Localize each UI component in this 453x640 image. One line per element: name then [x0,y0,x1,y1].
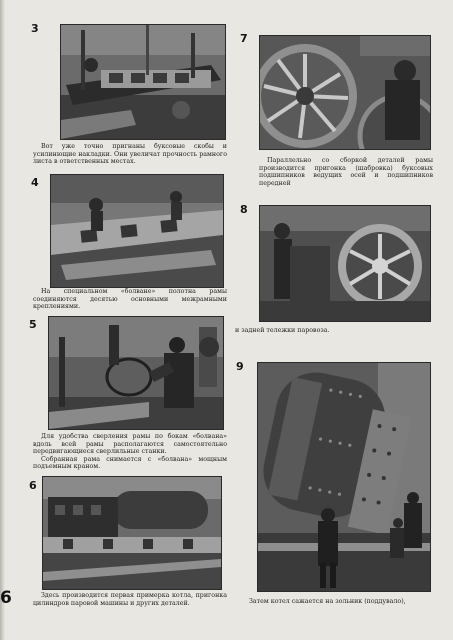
caption-5-text-2: Собранная рама снимается с «болвана» мощным подъемным краном. [33,455,227,471]
caption-8-text: и задней тележки паровоза. [235,327,330,334]
page-number: 6 [0,588,12,608]
caption-7 [259,157,433,187]
figure-number-8: 8 [240,203,248,216]
figure-number-6: 6 [29,479,37,492]
caption-3 [33,143,227,166]
binding-shadow [0,0,5,640]
caption-5 [33,433,227,471]
frame-assembly-photo [60,24,226,140]
figure-number-5: 5 [29,318,37,331]
caption-3-text: Вот уже точно пригнаны буксовые скобы и усилинющие накладки. Они увеличат прочность рамного листа в ответственных местах. [33,143,227,166]
caption-6-text: Здесь производится первая примерка котла, пригонка цилиндров паровой машины и других деталей. [33,592,227,607]
figure-number-7: 7 [240,32,248,45]
caption-5-text-1: Для удобства сверления рамы по бокам «болвана» вдоль всей рамы располагаются самостоятельно передвигающиеся сверлильные станки. [33,433,227,456]
caption-6 [33,592,227,607]
figure-number-3: 3 [31,22,39,35]
caption-9 [241,598,433,606]
bogie-wheel-photo [259,205,431,322]
figure-number-9: 9 [236,360,244,373]
caption-4-text: На специальном «болване» полотна рамы соединяются десятью основными межрамными креплениями. [33,288,227,311]
figure-number-4: 4 [31,176,39,189]
wheel-fitting-photo [259,35,431,150]
caption-9-text: Затем котел сажается на зольник (поддувало), [249,598,406,605]
caption-4 [33,288,227,311]
caption-7-text: Параллельно со сборкой деталей рамы производится пригонка (шабровка) буксовых подшипников ведущих осей и подшипников передней [259,157,433,187]
frame-on-jig-photo [50,174,224,288]
boiler-ashpan-photo [257,362,431,592]
frame-drilling-photo [48,316,224,430]
boiler-fitting-photo [42,476,222,590]
caption-8 [235,327,433,335]
